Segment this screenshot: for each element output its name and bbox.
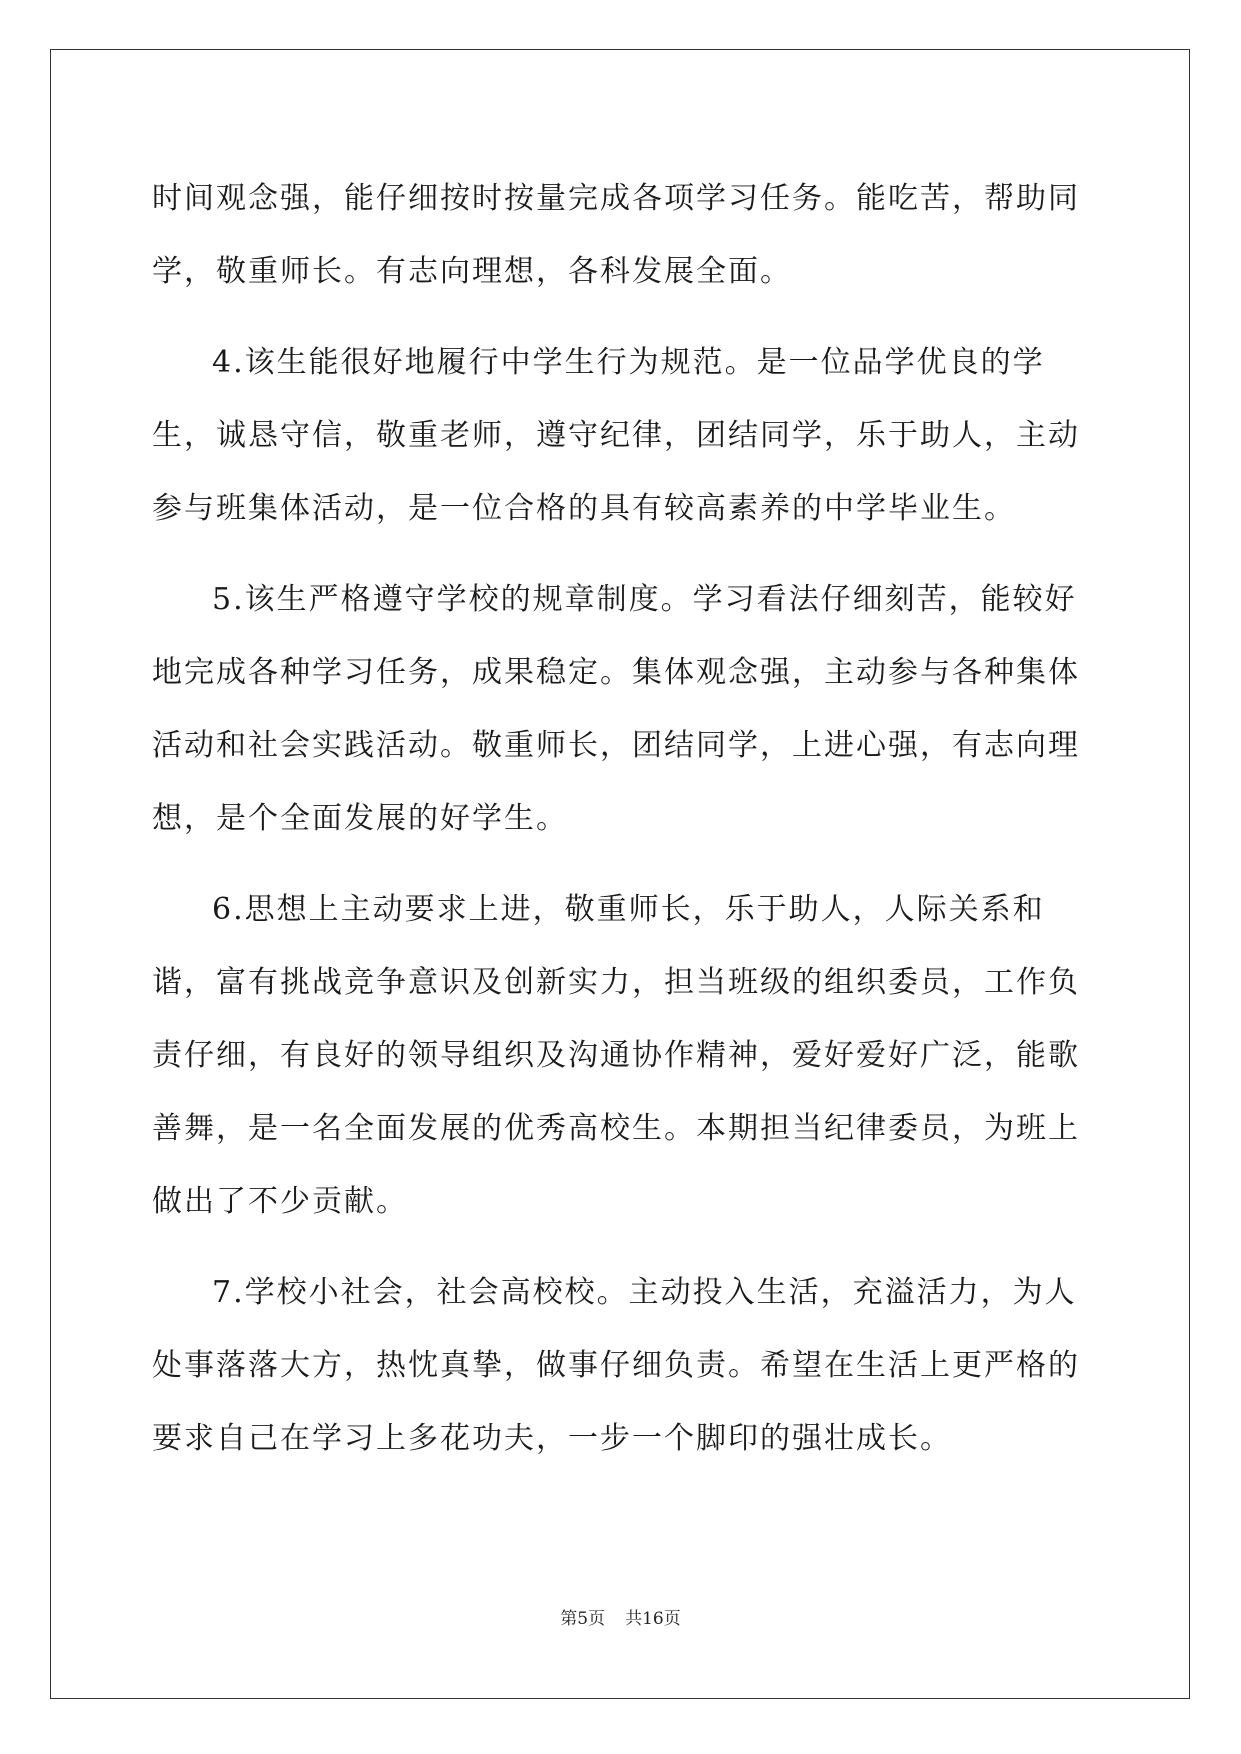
paragraph-item-6: 6.思想上主动要求上进，敬重师长，乐于助人，人际关系和谐，富有挑战竞争意识及创新实力，担当班级的组织委员，工作负责仔细，有良好的领导组织及沟通协作精神，爱好爱好广泛，能歌善舞，是一名全面发展的优秀高校生。本期担当纪律委员，为班上做出了不少贡献。 xyxy=(152,892,1080,1219)
paragraph-item-4: 4.该生能很好地履行中学生行为规范。是一位品学优良的学生，诚恳守信，敬重老师，遵守纪律，团结同学，乐于助人，主动参与班集体活动，是一位合格的具有较高素养的中学毕业生。 xyxy=(152,345,1080,526)
paragraph-item-7: 7.学校小社会，社会高校校。主动投入生活，充溢活力，为人处事落落大方，热忱真挚，做事仔细负责。希望在生活上更严格的要求自己在学习上多花功夫，一步一个脚印的强壮成长。 xyxy=(152,1275,1080,1456)
page-footer xyxy=(0,1604,1241,1629)
page-total: 共16页 xyxy=(625,1609,681,1629)
document-body xyxy=(152,162,1087,1475)
paragraph-continuation: 时间观念强，能仔细按时按量完成各项学习任务。能吃苦，帮助同学，敬重师长。有志向理想，各科发展全面。 xyxy=(152,181,1080,289)
paragraph-item-5: 5.该生严格遵守学校的规章制度。学习看法仔细刻苦，能较好地完成各种学习任务，成果稳定。集体观念强，主动参与各种集体活动和社会实践活动。敬重师长，团结同学，上进心强，有志向理想，是个全面发展的好学生。 xyxy=(152,582,1080,836)
page-number: 第5页 xyxy=(560,1609,606,1629)
